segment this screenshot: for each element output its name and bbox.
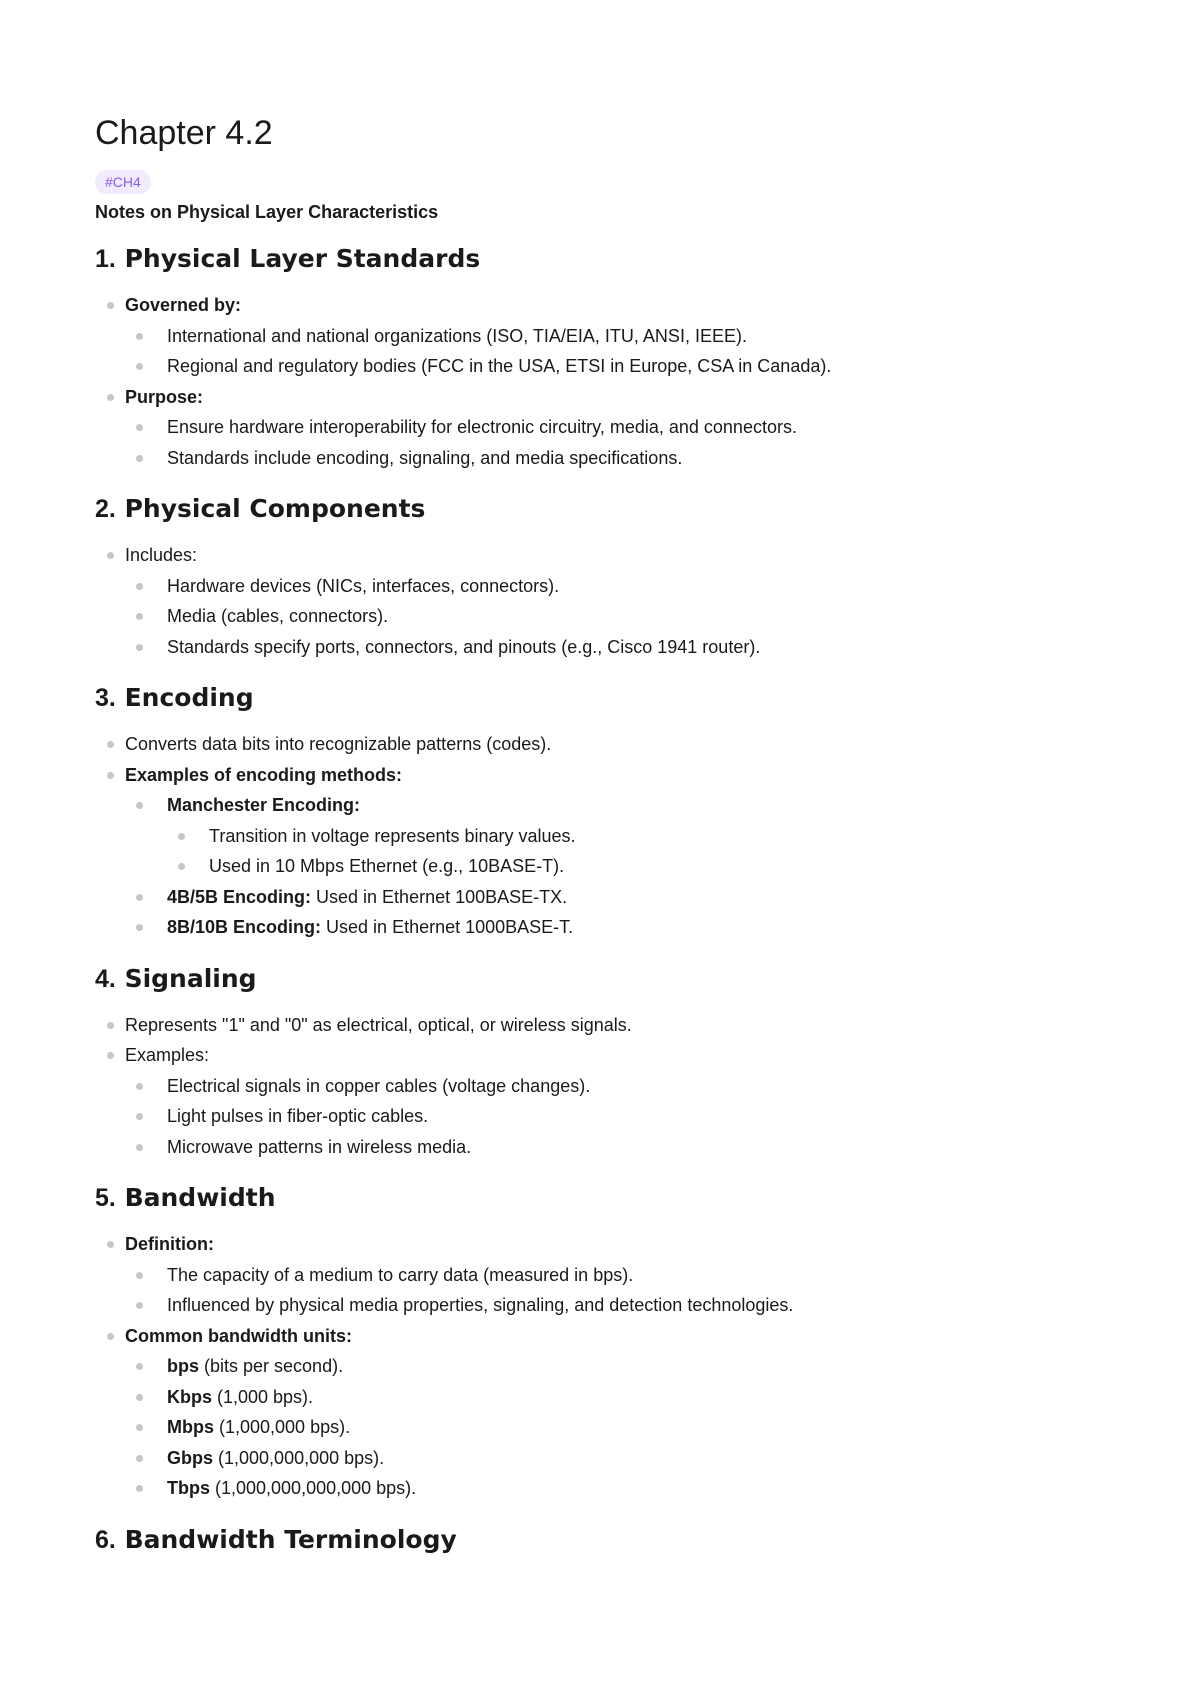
bandwidth-list [95, 1229, 1105, 1504]
unit-label: Tbps [167, 1478, 210, 1498]
nested-list [125, 571, 1105, 663]
bullet-icon [107, 302, 114, 309]
item-label: Definition: [125, 1234, 214, 1254]
bullet-icon [136, 1302, 143, 1309]
item-text: Includes: [125, 545, 198, 565]
unit-label: Gbps [167, 1447, 214, 1468]
list-item [167, 821, 1105, 852]
standards-list [95, 290, 1105, 473]
list-item [125, 912, 1105, 943]
list-item [95, 290, 1105, 382]
list-item [95, 1229, 1105, 1321]
list-item [125, 412, 1105, 443]
item-text: Used in 10 Mbps Ethernet (e.g., 10BASE-T). [209, 856, 565, 876]
item-text: Used in Ethernet 1000BASE-T. [321, 917, 574, 937]
bullet-icon [136, 613, 143, 620]
list-item [125, 1382, 1105, 1413]
section-heading-standards [95, 242, 1105, 276]
unit-desc: (1,000,000 bps). [214, 1417, 351, 1437]
item-text: The capacity of a medium to carry data (measured in bps). [167, 1264, 634, 1285]
section-title: Encoding [124, 683, 254, 712]
item-text: Media (cables, connectors). [167, 606, 389, 626]
bullet-icon [107, 1333, 114, 1340]
list-item [125, 1132, 1105, 1163]
list-item [125, 790, 1105, 882]
section-heading-signaling [95, 962, 1105, 996]
section-title: Signaling [124, 963, 257, 993]
list-item [125, 1473, 1105, 1504]
list-item [125, 632, 1105, 663]
unit-desc: (bits per second). [199, 1356, 344, 1376]
nested-list [167, 821, 1105, 882]
bullet-icon [107, 1022, 114, 1029]
list-item [125, 1443, 1105, 1474]
list-item [125, 601, 1105, 632]
section-number: 4. [95, 964, 116, 993]
bullet-icon [136, 363, 143, 370]
bullet-icon [136, 424, 143, 431]
bullet-icon [136, 1363, 143, 1370]
list-item [125, 443, 1105, 474]
item-label: Common bandwidth units: [125, 1325, 352, 1346]
bullet-icon [136, 1485, 143, 1492]
nested-list [125, 412, 1105, 473]
bullet-icon [107, 1241, 114, 1248]
section-number: 6. [95, 1525, 116, 1554]
item-text: Examples: [125, 1045, 210, 1065]
item-text: Standards specify ports, connectors, and pinouts (e.g., Cisco 1941 router). [167, 636, 761, 657]
list-item [125, 1260, 1105, 1291]
item-text: International and national organizations (ISO, TIA/EIA, ITU, ANSI, IEEE). [167, 325, 747, 346]
unit-label: Kbps [167, 1386, 212, 1407]
unit-desc: (1,000,000,000 bps). [213, 1447, 385, 1468]
item-label: Governed by: [125, 295, 242, 315]
item-label: 8B/10B Encoding: [167, 917, 322, 937]
list-item [125, 1351, 1105, 1382]
list-item [95, 1321, 1105, 1504]
bullet-icon [178, 863, 185, 870]
bullet-icon [107, 772, 114, 779]
nested-list [125, 321, 1105, 382]
page-title: Chapter 4.2 [95, 114, 273, 152]
bullet-icon [136, 1144, 143, 1151]
bullet-icon [136, 644, 143, 651]
bullet-icon [136, 1455, 143, 1462]
item-text: Microwave patterns in wireless media. [167, 1136, 472, 1157]
item-text: Influenced by physical media properties, signaling, and detection technologies. [167, 1295, 794, 1315]
bullet-icon [136, 1424, 143, 1431]
bullet-icon [136, 802, 143, 809]
section-heading-encoding [95, 681, 1105, 715]
list-item [95, 1040, 1105, 1162]
item-text: Ensure hardware interoperability for electronic circuitry, media, and connectors. [167, 417, 797, 437]
section-title: Bandwidth Terminology [124, 1524, 457, 1554]
list-item [125, 1412, 1105, 1443]
section-title: Physical Layer Standards [124, 244, 481, 273]
bullet-icon [178, 833, 185, 840]
list-item [125, 1071, 1105, 1102]
section-heading-bandwidth-terminology [95, 1523, 1105, 1557]
section-heading-bandwidth [95, 1181, 1105, 1215]
nested-list [125, 790, 1105, 943]
bullet-icon [136, 924, 143, 931]
section-number: 3. [95, 684, 116, 712]
item-label: 4B/5B Encoding: [167, 886, 312, 907]
components-list [95, 540, 1105, 662]
item-text: Converts data bits into recognizable patterns (codes). [125, 734, 552, 754]
list-item [95, 382, 1105, 474]
list-item [125, 571, 1105, 602]
list-item [95, 1010, 1105, 1041]
list-item [95, 540, 1105, 662]
list-item [125, 321, 1105, 352]
section-title: Physical Components [124, 494, 426, 523]
item-text: Transition in voltage represents binary values. [209, 825, 576, 846]
item-text: Represents "1" and "0" as electrical, optical, or wireless signals. [125, 1014, 632, 1035]
section-title: Bandwidth [124, 1183, 276, 1212]
item-text: Standards include encoding, signaling, and media specifications. [167, 447, 683, 468]
section-number: 2. [95, 495, 116, 523]
item-label: Manchester Encoding: [167, 795, 361, 815]
list-item [125, 351, 1105, 382]
bullet-icon [136, 333, 143, 340]
section-heading-components [95, 492, 1105, 526]
tag-badge[interactable]: #CH4 [95, 170, 151, 194]
bullet-icon [136, 583, 143, 590]
nested-list [125, 1071, 1105, 1163]
bullet-icon [136, 1272, 143, 1279]
signaling-list [95, 1010, 1105, 1163]
unit-label: bps [167, 1356, 200, 1376]
unit-desc: (1,000 bps). [212, 1386, 314, 1407]
list-item [95, 760, 1105, 943]
document-page [95, 108, 1105, 1571]
item-label: Examples of encoding methods: [125, 764, 403, 785]
unit-label: Mbps [167, 1417, 214, 1437]
page-subtitle: Notes on Physical Layer Characteristics [95, 202, 439, 222]
list-item [125, 1290, 1105, 1321]
bullet-icon [136, 894, 143, 901]
section-number: 1. [95, 245, 116, 273]
bullet-icon [107, 394, 114, 401]
bullet-icon [107, 741, 114, 748]
item-text: Used in Ethernet 100BASE-TX. [311, 886, 568, 907]
item-text: Regional and regulatory bodies (FCC in the USA, ETSI in Europe, CSA in Canada). [167, 356, 832, 376]
nested-list [125, 1260, 1105, 1321]
encoding-list [95, 729, 1105, 943]
bullet-icon [107, 1052, 114, 1059]
list-item [125, 882, 1105, 913]
item-label: Purpose: [125, 386, 204, 407]
section-number: 5. [95, 1184, 116, 1212]
bullet-icon [136, 1113, 143, 1120]
bullet-icon [107, 552, 114, 559]
bullet-icon [136, 1394, 143, 1401]
item-text: Electrical signals in copper cables (voltage changes). [167, 1075, 591, 1096]
item-text: Light pulses in fiber-optic cables. [167, 1106, 429, 1126]
list-item [95, 729, 1105, 760]
list-item [167, 851, 1105, 882]
item-text: Hardware devices (NICs, interfaces, connectors). [167, 575, 560, 596]
bullet-icon [136, 455, 143, 462]
list-item [125, 1101, 1105, 1132]
unit-desc: (1,000,000,000,000 bps). [210, 1478, 417, 1498]
nested-list [125, 1351, 1105, 1504]
bullet-icon [136, 1083, 143, 1090]
